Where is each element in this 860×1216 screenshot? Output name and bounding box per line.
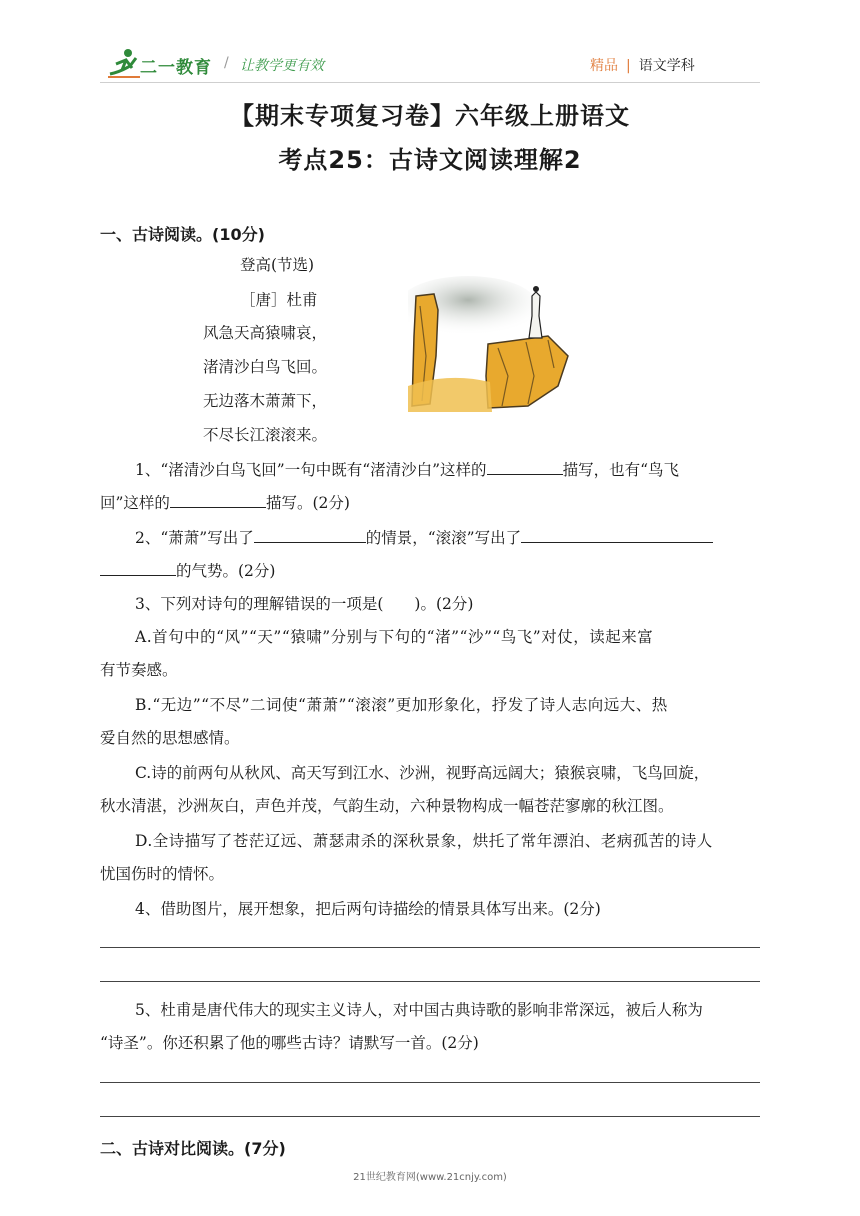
- question-2-line-1: [135, 526, 713, 548]
- footer-watermark: 21世纪教育网(www.21cnjy.com): [353, 1172, 507, 1183]
- header-slogan: 让教学更有效: [240, 58, 324, 74]
- option-b-line-2[interactable]: 爱自然的思想感情。: [100, 729, 240, 747]
- option-a-line-1[interactable]: A.首句中的“风”“天”“猿啸”分别与下句的“渚”“沙”“鸟飞”对仗，读起来富: [135, 628, 654, 646]
- poem-line-3: 无边落木萧萧下，: [203, 392, 328, 410]
- poem-title: 登高(节选): [240, 256, 315, 274]
- q2-text-a: 2、“萧萧”写出了: [135, 529, 254, 547]
- header-divider: [100, 82, 760, 83]
- question-4: 4、借助图片，展开想象，把后两句诗描绘的情景具体写出来。(2分): [135, 900, 601, 918]
- answer-line-q5-2[interactable]: [100, 1116, 760, 1117]
- q1-text-c: 回”这样的: [100, 494, 170, 512]
- question-1-line-1: [135, 458, 679, 480]
- header-slash: /: [224, 55, 229, 71]
- question-5-line-2: “诗圣”。你还积累了他的哪些古诗？请默写一首。(2分): [100, 1034, 479, 1052]
- option-d-line-2[interactable]: 忧国伤时的情怀。: [100, 865, 225, 883]
- answer-line-q5-1[interactable]: [100, 1082, 760, 1083]
- answer-line-q4-1[interactable]: [100, 947, 760, 948]
- option-d-line-1[interactable]: D.全诗描写了苍茫辽远、萧瑟肃杀的深秋景象，烘托了常年漂泊、老病孤苦的诗人: [135, 832, 713, 850]
- q2-blank-2[interactable]: [521, 526, 713, 543]
- q1-blank-2[interactable]: [170, 491, 266, 508]
- poem-illustration: [408, 276, 578, 416]
- header-separator: |: [626, 58, 631, 74]
- section-1-heading: 一、古诗阅读。(10分): [100, 225, 265, 244]
- question-3-stem: 3、下列对诗句的理解错误的一项是( )。(2分): [135, 595, 474, 613]
- question-2-line-2: [100, 559, 275, 581]
- q2-blank-2-cont[interactable]: [100, 559, 176, 576]
- page-subtitle: 考点25：古诗文阅读理解2: [278, 146, 582, 174]
- poem-line-4: 不尽长江滚滚来。: [203, 426, 328, 444]
- q2-text-c: 的气势。(2分): [176, 562, 276, 580]
- logo-runner-icon: [106, 46, 142, 80]
- q1-blank-1[interactable]: [487, 458, 563, 475]
- header-right: [590, 55, 695, 75]
- q2-text-b: 的情景，“滚滚”写出了: [365, 529, 522, 547]
- q1-text-d: 描写。(2分): [265, 494, 350, 512]
- q2-blank-1[interactable]: [254, 526, 366, 543]
- poem-line-1: 风急天高猿啸哀，: [203, 324, 328, 342]
- option-a-line-2[interactable]: 有节奏感。: [100, 661, 178, 679]
- option-b-line-1[interactable]: B.“无边”“不尽”二词使“萧萧”“滚滚”更加形象化，抒发了诗人志向远大、热: [135, 696, 668, 714]
- option-c-line-1[interactable]: C.诗的前两句从秋风、高天写到江水、沙洲，视野高远阔大；猿猴哀啸，飞鸟回旋，: [135, 764, 710, 782]
- logo-text: 二一教育: [140, 58, 212, 78]
- page-title: 【期末专项复习卷】六年级上册语文: [230, 102, 630, 130]
- question-1-line-2: [100, 491, 350, 513]
- poem-author: ［唐］杜甫: [240, 291, 318, 309]
- q1-text-a: 1、“渚清沙白鸟飞回”一句中既有“渚清沙白”这样的: [135, 461, 487, 479]
- answer-line-q4-2[interactable]: [100, 981, 760, 982]
- option-c-line-2[interactable]: 秋水清湛，沙洲灰白，声色并茂，气韵生动，六种景物构成一幅苍茫寥廓的秋江图。: [100, 797, 674, 815]
- q1-text-b: 描写，也有“鸟飞: [562, 461, 679, 479]
- poem-line-2: 渚清沙白鸟飞回。: [203, 358, 328, 376]
- section-2-heading: 二、古诗对比阅读。(7分): [100, 1139, 286, 1158]
- subject-label: 语文学科: [638, 58, 695, 74]
- question-5-line-1: 5、杜甫是唐代伟大的现实主义诗人，对中国古典诗歌的影响非常深远，被后人称为: [135, 1001, 703, 1019]
- premium-tag: 精品: [590, 58, 618, 74]
